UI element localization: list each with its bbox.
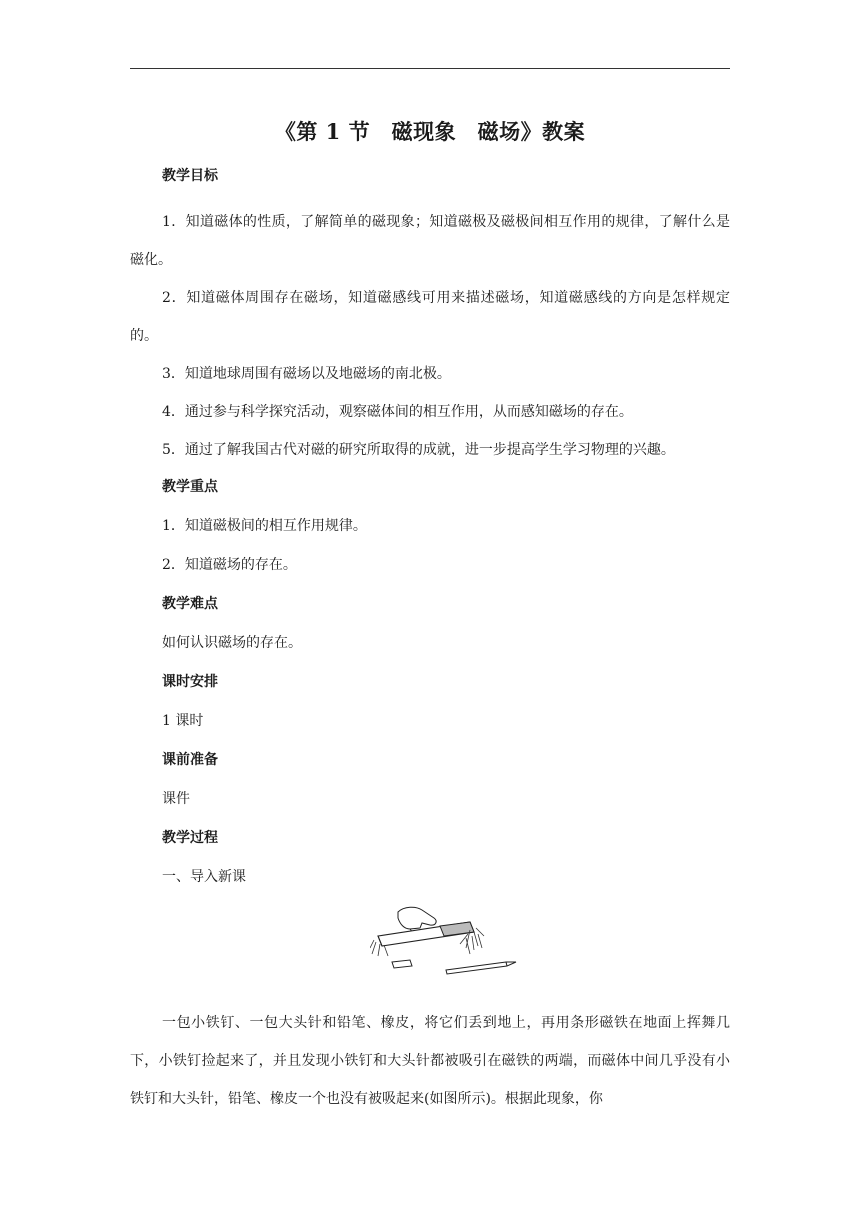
goal-item-1: 1．知道磁体的性质，了解简单的磁现象；知道磁极及磁极间相互作用的规律，了解什么是磁化。: [130, 214, 730, 268]
magnet-illustration: [130, 904, 730, 1004]
goal-item-4: 4．通过参与科学探究活动，观察磁体间的相互作用，从而感知磁场的存在。: [162, 404, 633, 420]
prep-text: 课件: [162, 791, 190, 807]
goal-item-2: 2．知道磁体周围存在磁场，知道磁感线可用来描述磁场，知道磁感线的方向是怎样规定的。: [130, 290, 730, 344]
process-heading: 教学过程: [162, 830, 218, 846]
magnet-drawing: [370, 904, 520, 984]
difficulty-text: 如何认识磁场的存在。: [162, 635, 302, 651]
key-heading: 教学重点: [162, 479, 218, 495]
key-item-2: 2．知道磁场的存在。: [162, 557, 297, 573]
difficulty-heading: 教学难点: [162, 596, 218, 612]
page-title: 《第 1 节 磁现象 磁场》教案: [274, 119, 586, 144]
schedule-heading: 课时安排: [162, 674, 218, 690]
key-item-1: 1．知道磁极间的相互作用规律。: [162, 518, 367, 534]
goals-heading: 教学目标: [162, 168, 218, 184]
process-subheading: 一、导入新课: [162, 869, 246, 885]
schedule-text: 1 课时: [162, 713, 204, 729]
document-body: [130, 164, 730, 1118]
header-rule: [130, 68, 730, 69]
intro-paragraph: 一包小铁钉、一包大头针和铅笔、橡皮，将它们丢到地上，再用条形磁铁在地面上挥舞几下，小铁钉捡起来了，并且发现小铁钉和大头针都被吸引在磁铁的两端，而磁体中间几乎没有小铁钉和大头针，铅笔、橡皮一个也没有被吸起来(如图所示)。根据此现象，你: [130, 1015, 730, 1107]
prep-heading: 课前准备: [162, 752, 218, 768]
goal-item-3: 3．知道地球周围有磁场以及地磁场的南北极。: [162, 366, 451, 382]
goal-item-5: 5．通过了解我国古代对磁的研究所取得的成就，进一步提高学生学习物理的兴趣。: [162, 442, 675, 458]
